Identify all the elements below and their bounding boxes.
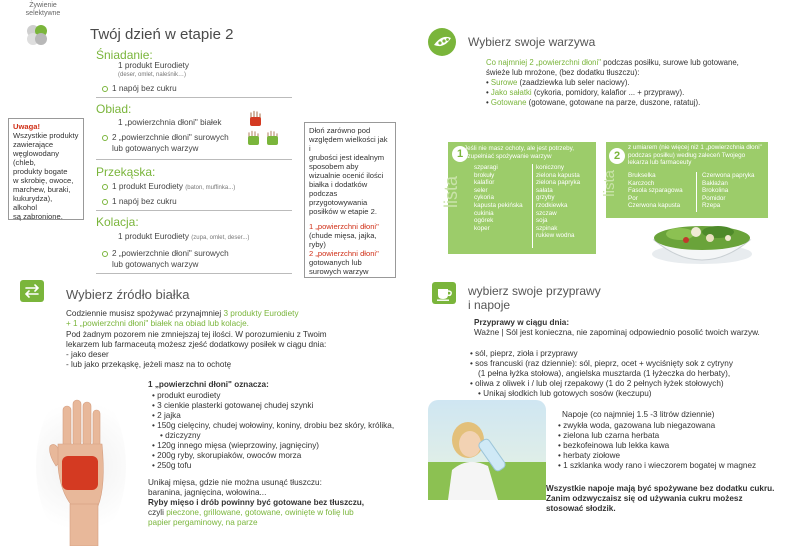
list1-item: koniczony: [536, 164, 565, 171]
veg-intro-green: Co najmniej 2 „powierzchni dłoni": [486, 58, 602, 67]
list1-panel: [441, 142, 596, 254]
warning-line: alkohol: [13, 203, 38, 212]
veg-intro: [486, 58, 796, 68]
palm-line: białka i dodatków: [309, 180, 368, 189]
supper-label: Kolacja:: [96, 215, 139, 229]
protein-means-item: • 150g cielęciny, chudej wołowiny, koniny, drobiu bez skóry, królika,: [152, 421, 432, 431]
warning-line: kukurydza),: [13, 194, 53, 203]
list1-header: [464, 145, 594, 160]
breakfast-item1: 1 produkt Eurodiety: [118, 61, 190, 70]
palm-two-rest: gotowanych lub: [309, 258, 362, 267]
list2-col1: [628, 172, 692, 210]
drinks-item: (1 pełna łyżka stołowa), angielska musztarda (1 łyżeczka do herbaty),: [478, 369, 731, 378]
veg-b1-green: Surowe: [490, 78, 518, 87]
list2-item: Bakłażan: [702, 179, 728, 187]
veg-b2-rest: (cykoria, pomidory, kalafior ... + przyprawy).: [531, 88, 685, 97]
bullet-dot-icon: [102, 199, 108, 205]
list1-item: cukinia: [474, 209, 494, 217]
list2-header-line: lekarza lub farmaceuty: [628, 159, 692, 167]
snack-item2: [102, 197, 177, 207]
palm-hand-illustration: [42, 396, 122, 546]
list1-item: szparagi: [474, 164, 498, 171]
brand-label: [8, 2, 78, 18]
warning-line: w skrobię, owoce,: [13, 176, 74, 185]
palm-line: przygotowywania: [309, 198, 368, 207]
list2-item: Czerwona papryka: [702, 172, 755, 179]
pea-pod-icon: [428, 28, 456, 56]
bullet-dot-icon: [102, 135, 108, 141]
list2-item: Brukselka: [628, 172, 656, 179]
list2-col2: [702, 172, 766, 210]
drinks-list-item: • herbaty ziołowe: [558, 451, 794, 461]
list1-item: szpinak: [536, 224, 558, 232]
list1-header-line: uzupełniać spożywanie warzyw: [464, 152, 552, 160]
list1-item: grzyby: [536, 194, 555, 202]
drinks-list-item: • 1 szklanka wody rano i wieczorem bogatej w magnez: [558, 461, 794, 471]
protein-means-item: • 200g ryby, skorupiaków, owoców morza: [152, 451, 432, 461]
veg-title: Wybierz swoje warzywa: [468, 35, 596, 49]
list1-number: 1: [452, 146, 468, 162]
palm-one-rest: ryby): [309, 240, 326, 249]
protein-fat-line: baranina, jagnięcina, wołowina...: [148, 488, 267, 497]
brand-line2: selektywne: [25, 10, 61, 17]
protein-p2-line: Pod żadnym pozorem nie zmniejszaj tej ilości. W porozumieniu z Twoim: [66, 330, 327, 339]
divider: [96, 273, 292, 274]
snack-label: Przekąska:: [96, 165, 156, 179]
drinks-final: [546, 484, 796, 514]
palm-info-box: [304, 122, 396, 278]
list1-item: szczaw: [536, 209, 557, 217]
salad-bowl-image: [640, 210, 760, 270]
list2-item: Rzepa: [702, 202, 721, 210]
drinks-final-line: stosować słodzik.: [546, 504, 616, 513]
supper-item1: [118, 232, 249, 243]
list2-label: lista: [601, 170, 618, 197]
protein-means-list: [152, 391, 432, 471]
drinks-list-item: • bezkofeinowa lub lekka kawa: [558, 441, 794, 451]
warning-title: Uwaga!: [13, 122, 41, 131]
warning-box: [8, 118, 84, 220]
breakfast-note: (deser, omlet, naleśnik…): [118, 72, 187, 78]
lunch-item2b: lub gotowanych warzyw: [112, 144, 199, 153]
divider: [96, 97, 292, 98]
palm-hand-icon: [248, 110, 264, 128]
drinks-list-title: Napoje (co najmniej 1.5 -3 litrów dziennie): [562, 410, 715, 419]
drinks-sub: Przyprawy w ciągu dnia:: [474, 318, 570, 327]
page-title: Twój dzień w etapie 2: [90, 26, 234, 43]
protein-fat4a: czyli: [148, 508, 167, 517]
palm-one-rest: (chude mięsa, jajka,: [309, 231, 377, 240]
list1-item: zielona papryka: [536, 179, 581, 187]
drinks-final-line: Wszystkie napoje mają być spożywane bez dodatku cukru.: [546, 484, 775, 493]
palm-one-red: 1 „powierzchni dłoni": [309, 222, 379, 231]
list2-panel: [601, 142, 768, 218]
protein-fat: [148, 478, 428, 528]
warning-line: są zabronione.: [13, 212, 63, 221]
bullet-dot-icon: [102, 251, 108, 257]
two-palms-icon: [246, 130, 282, 148]
list2-item: Czerwona kapusta: [628, 202, 681, 210]
list1-divider: [532, 164, 533, 248]
palm-line: sposobem aby: [309, 162, 359, 171]
drinks-list: [558, 421, 794, 471]
palm-line: Dłoń zarówno pod: [309, 126, 371, 135]
protein-means-item: • 120g innego mięsa (wieprzowiny, jagnięciny): [152, 441, 432, 451]
list1-label: lista: [441, 176, 461, 209]
palm-line: podczas: [309, 189, 338, 198]
protein-p2-line: - lub jako przekąskę, jeżeli masz na to ochotę: [66, 360, 232, 369]
drinks-items: [470, 349, 798, 399]
warning-line: marchew, buraki,: [13, 185, 71, 194]
list1-item: koper: [474, 224, 490, 232]
veg-bullet-3: • Gotowane (gotowane, gotowane na parze, duszone, ratatuj).: [486, 98, 701, 107]
veg-bullet-2: • Jako sałatki (cykoria, pomidory, kalafior ... + przyprawy).: [486, 88, 685, 97]
palm-line: grubości jest idealnym: [309, 153, 385, 162]
protein-means-item: • produkt eurodiety: [152, 391, 432, 401]
veg-b3-rest: (gotowane, gotowane na parze, duszone, ratatuj).: [526, 98, 701, 107]
list1-header-line: Jeśli nie masz ochoty, ale jest potrzeby,: [464, 145, 575, 152]
veg-intro-rest: podczas posiłku, surowe lub gotowane,: [601, 58, 739, 67]
protein-fat-line: Ryby mięso i drób powinny być gotowane bez tłuszczu,: [148, 498, 365, 507]
list2-item: Por: [628, 194, 638, 202]
protein-fat4b: pieczone, grillowane, gotowane, owinięte w folię lub: [166, 508, 354, 517]
protein-means-item: • dziczyzny: [152, 431, 432, 441]
list1-item: sałata: [536, 186, 553, 194]
supper-note: (zupa, omlet, deser...): [191, 235, 250, 241]
supper-item2-text: 2 „powierzchnie dłoni" surowych: [112, 249, 229, 258]
list2-number: 2: [609, 148, 625, 164]
list2-item: Karczoch: [628, 179, 655, 187]
swap-arrows-icon: [20, 280, 44, 302]
list2-header: [628, 144, 768, 167]
snack-item1: [102, 182, 235, 193]
supper-item1-text: 1 produkt Eurodiety: [118, 232, 190, 241]
list1-item: cykoria: [474, 194, 494, 202]
veg-b1-rest: (zaadziewka lub seler naciowy).: [517, 78, 630, 87]
lunch-item2-text: 2 „powierzchnie dłoni" surowych: [112, 133, 229, 142]
protein-p2: [66, 330, 406, 370]
list2-divider: [696, 172, 697, 212]
supper-item2: [102, 249, 229, 259]
list1-item: seler: [474, 186, 488, 194]
drinks-salt: Ważne | Sól jest konieczna, nie zapominaj odpowiednio posolić twoich warzyw.: [474, 328, 760, 337]
palm-line: posiłków w etapie 2.: [309, 207, 377, 216]
lunch-item1: 1 „powierzchnia dłoni" białek: [118, 118, 222, 127]
woman-drinking-photo: [428, 400, 546, 500]
bullet-dot-icon: [102, 86, 108, 92]
palm-two-rest: surowych warzyw: [309, 267, 369, 276]
protein-fat-line: papier pergaminowy, na parze: [148, 518, 258, 527]
lunch-label: Obiad:: [96, 102, 132, 116]
drinks-list-item: • zwykła woda, gazowana lub niegazowana: [558, 421, 794, 431]
list1-item: rzodkiewka: [536, 201, 568, 209]
drinks-list-item: • zielona lub czarna herbata: [558, 431, 794, 441]
supper-item2b: lub gotowanych warzyw: [112, 260, 199, 269]
palm-two-red: 2 „powierzchni dłoni": [309, 249, 379, 258]
veg-b3-green: Gotowane: [490, 98, 527, 107]
list1-item: rukiew wodna: [536, 232, 575, 240]
list1-col1: [474, 164, 526, 232]
protein-p2-line: lekarzem lub farmaceutą możesz zjeść dodatkowy posiłek w ciągu dnia:: [66, 340, 327, 349]
protein-fat-line: Unikaj mięsa, gdzie nie można usunąć tłuszczu:: [148, 478, 322, 487]
bullet-dot-icon: [102, 184, 108, 190]
list2-header-line: z umiarem (nie więcej niż 1 „powierzchnia dłoni": [628, 144, 762, 151]
drinks-item: • Unikaj słodkich lub gotowych sosów (keczupu): [470, 389, 798, 399]
list2-item: Brokolina: [702, 187, 729, 195]
list1-item: soja: [536, 217, 548, 225]
list1-item: zielona kapusta: [536, 171, 580, 179]
brand-logo-icon: [24, 22, 50, 48]
list1-col2: [536, 164, 594, 240]
warning-line: Wszystkie produkty: [13, 131, 79, 140]
protein-p1b: 3 produkty Eurodiety: [223, 309, 299, 318]
list2-header-line: podczas posiłku) według zaleceń Twojego: [628, 151, 746, 159]
protein-fat-line4: [148, 508, 428, 518]
divider: [96, 159, 292, 160]
brand-line1: Żywienie: [29, 2, 57, 9]
warning-line: węglowodany: [13, 149, 60, 158]
breakfast-label: Śniadanie:: [96, 48, 153, 62]
drinks-title2: i napoje: [468, 298, 511, 312]
protein-p2-line: - jako deser: [66, 350, 109, 359]
drinks-item: • sól, pieprz, zioła i przyprawy: [470, 349, 798, 359]
drinks-item: • oliwa z oliwek i / lub olej rzepakowy (1 do 2 pełnych łyżek stołowych): [470, 379, 798, 389]
warning-line: zawierające: [13, 140, 54, 149]
cup-icon: [432, 282, 456, 304]
snack-item2-text: 1 napój bez cukru: [112, 197, 177, 206]
protein-p1c: + 1 „powierzchni dłoni" białek na obiad lub kolacje.: [66, 319, 249, 328]
list1-item: ogórek: [474, 217, 494, 225]
protein-title: Wybierz źródło białka: [66, 287, 190, 302]
veg-bullet-1: • Surowe (zaadziewka lub seler naciowy).: [486, 78, 630, 87]
warning-line: produkty bogate: [13, 167, 68, 176]
list1-item: brokuły: [474, 171, 495, 179]
snack-note: (baton, muffinka...): [185, 185, 236, 191]
divider: [96, 210, 292, 211]
warning-line: (chleb,: [13, 158, 36, 167]
veg-intro-line2: świeże lub mrożone, (bez dodatku tłuszczu):: [486, 68, 640, 77]
lunch-item2: [102, 133, 229, 143]
drinks-item: • sos francuski (raz dziennie): sól, pieprz, ocet + wyciśnięty sok z cytryny: [470, 359, 798, 369]
breakfast-item2: [102, 84, 177, 94]
snack-item1-text: 1 produkt Eurodiety: [112, 182, 184, 191]
protein-means-title: 1 „powierzchni dłoni" oznacza:: [148, 380, 269, 389]
palm-line: wizualnie ocenić ilości: [309, 171, 384, 180]
list1-item: kalafior: [474, 179, 495, 187]
list2-item: Pomidor: [702, 194, 726, 202]
protein-means-item: • 250g tofu: [152, 461, 432, 471]
drinks-final-line: Zanim odzwyczaisz się od używania cukru możesz: [546, 494, 743, 503]
veg-b2-green: Jako sałatki: [490, 88, 532, 97]
breakfast-item2-text: 1 napój bez cukru: [112, 84, 177, 93]
palm-line: względem wielkości jak i: [309, 135, 388, 153]
list2-item: Fasola szparagowa: [628, 187, 683, 195]
protein-p1: [66, 309, 406, 329]
protein-means-item: • 2 jajka: [152, 411, 432, 421]
list1-item: kapusta pekińska: [474, 201, 523, 209]
drinks-title1: wybierz swoje przyprawy: [468, 284, 601, 298]
protein-means-item: • 3 cienkie plasterki gotowanej chudej szynki: [152, 401, 432, 411]
protein-p1a: Codziennie musisz spożywać przynajmniej: [66, 309, 224, 318]
